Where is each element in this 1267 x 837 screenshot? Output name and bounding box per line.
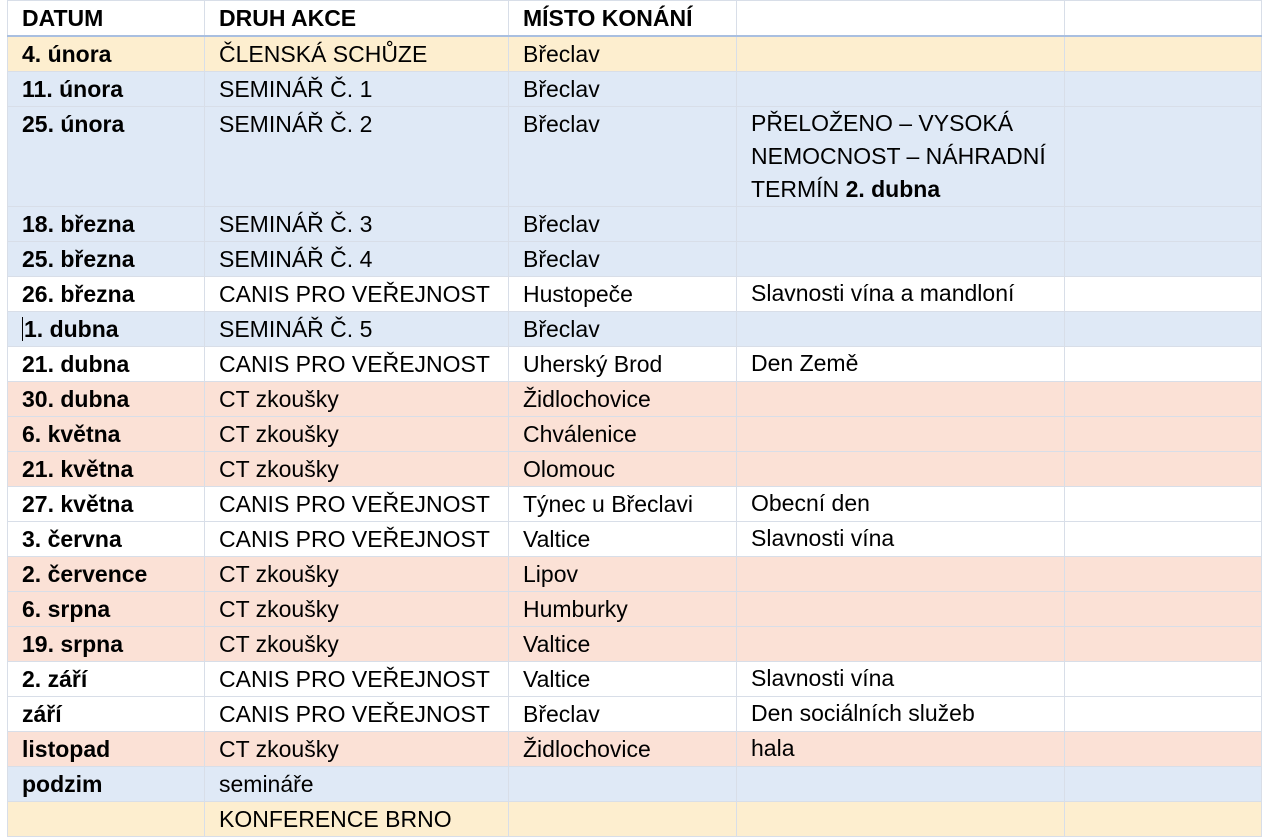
date-cell-text: 1. dubna (24, 316, 119, 342)
location-cell[interactable] (509, 592, 737, 627)
note-cell[interactable] (737, 767, 1065, 802)
extra-cell[interactable] (1065, 207, 1262, 242)
table-row (8, 452, 1262, 487)
header-date: DATUM (8, 1, 205, 37)
date-cell-text: 19. srpna (22, 631, 123, 657)
date-cell[interactable] (8, 802, 205, 837)
event-type-cell-text: CT zkoušky (219, 596, 339, 622)
date-cell[interactable] (8, 522, 205, 557)
table-row (8, 697, 1262, 732)
location-cell-text: Břeclav (523, 76, 600, 102)
date-cell-text: 4. února (22, 41, 112, 67)
table-row (8, 347, 1262, 382)
note-cell[interactable] (737, 242, 1065, 277)
event-type-cell[interactable] (205, 557, 509, 592)
date-cell[interactable] (8, 592, 205, 627)
note-cell-text: hala (751, 735, 795, 761)
date-cell-text: listopad (22, 736, 111, 762)
location-cell[interactable] (509, 452, 737, 487)
date-cell[interactable] (8, 557, 205, 592)
event-type-cell-text: CT zkoušky (219, 421, 339, 447)
location-cell-text: Chválenice (523, 421, 637, 447)
date-cell-text: 26. března (22, 281, 135, 307)
date-cell[interactable] (8, 207, 205, 242)
note-cell[interactable] (737, 627, 1065, 662)
note-cell[interactable] (737, 36, 1065, 72)
event-type-cell[interactable] (205, 207, 509, 242)
event-type-cell[interactable] (205, 242, 509, 277)
event-type-cell[interactable] (205, 662, 509, 697)
location-cell-text: Uherský Brod (523, 351, 663, 377)
location-cell-text: Hustopeče (523, 281, 633, 307)
extra-cell[interactable] (1065, 107, 1262, 207)
location-cell[interactable] (509, 242, 737, 277)
note-cell[interactable] (737, 382, 1065, 417)
event-type-cell-text: ČLENSKÁ SCHŮZE (219, 41, 428, 67)
table-row (8, 382, 1262, 417)
note-cell-text: Slavnosti vína (751, 665, 895, 691)
date-cell-text: 21. dubna (22, 351, 130, 377)
extra-cell[interactable] (1065, 382, 1262, 417)
date-cell[interactable] (8, 312, 205, 347)
location-cell-text: Valtice (523, 666, 591, 692)
location-cell[interactable] (509, 382, 737, 417)
note-cell[interactable] (737, 107, 1065, 207)
extra-cell[interactable] (1065, 242, 1262, 277)
extra-cell[interactable] (1065, 452, 1262, 487)
note-cell-text: Obecní den (751, 490, 870, 516)
event-type-cell[interactable] (205, 522, 509, 557)
location-cell-text: Humburky (523, 596, 628, 622)
schedule-table (7, 0, 1262, 837)
event-type-cell-text: CANIS PRO VEŘEJNOST (219, 701, 490, 727)
table-row (8, 627, 1262, 662)
date-cell[interactable] (8, 662, 205, 697)
event-type-cell-text: CT zkoušky (219, 386, 339, 412)
text-cursor (22, 317, 23, 341)
date-cell-text: 18. března (22, 211, 135, 237)
event-type-cell[interactable] (205, 802, 509, 837)
note-cell[interactable] (737, 72, 1065, 107)
table-row (8, 487, 1262, 522)
note-bold-text: 2. dubna (845, 176, 941, 202)
note-cell[interactable] (737, 557, 1065, 592)
event-type-cell[interactable] (205, 72, 509, 107)
extra-cell[interactable] (1065, 312, 1262, 347)
table-row (8, 242, 1262, 277)
table-row (8, 277, 1262, 312)
date-cell-text: 3. června (22, 526, 122, 552)
table-row (8, 732, 1262, 767)
table-row (8, 557, 1262, 592)
event-type-cell-text: CANIS PRO VEŘEJNOST (219, 526, 490, 552)
date-cell-text: září (22, 701, 62, 727)
extra-cell[interactable] (1065, 732, 1262, 767)
location-cell-text: Břeclav (523, 41, 600, 67)
note-cell[interactable] (737, 207, 1065, 242)
location-cell[interactable] (509, 72, 737, 107)
date-cell-text: 2. července (22, 561, 148, 587)
event-type-cell-text: SEMINÁŘ Č. 4 (219, 246, 373, 272)
table-row (8, 802, 1262, 837)
date-cell-text: 6. května (22, 421, 121, 447)
header-event-type: DRUH AKCE (205, 1, 509, 37)
note-cell[interactable] (737, 662, 1065, 697)
extra-cell[interactable] (1065, 802, 1262, 837)
note-cell-text: PŘELOŽENO – VYSOKÁ NEMOCNOST – NÁHRADNÍ TERMÍN (751, 110, 1046, 202)
location-cell[interactable] (509, 697, 737, 732)
date-cell[interactable] (8, 277, 205, 312)
event-type-cell-text: CANIS PRO VEŘEJNOST (219, 666, 490, 692)
event-type-cell-text: CANIS PRO VEŘEJNOST (219, 491, 490, 517)
event-type-cell[interactable] (205, 347, 509, 382)
event-type-cell-text: CT zkoušky (219, 736, 339, 762)
note-cell[interactable] (737, 522, 1065, 557)
extra-cell[interactable] (1065, 697, 1262, 732)
extra-cell[interactable] (1065, 417, 1262, 452)
note-cell[interactable] (737, 592, 1065, 627)
event-type-cell[interactable] (205, 312, 509, 347)
date-cell[interactable] (8, 627, 205, 662)
location-cell-text: Valtice (523, 526, 591, 552)
location-cell[interactable] (509, 277, 737, 312)
note-cell-text: Slavnosti vína (751, 525, 895, 551)
event-type-cell-text: SEMINÁŘ Č. 5 (219, 316, 373, 342)
event-type-cell-text: SEMINÁŘ Č. 2 (219, 111, 373, 137)
header-location: MÍSTO KONÁNÍ (509, 1, 737, 37)
note-cell[interactable] (737, 277, 1065, 312)
note-cell-text: Den Země (751, 350, 859, 376)
date-cell-text: 25. března (22, 246, 135, 272)
note-cell[interactable] (737, 312, 1065, 347)
header-note (737, 1, 1065, 37)
extra-cell[interactable] (1065, 627, 1262, 662)
extra-cell[interactable] (1065, 347, 1262, 382)
event-type-cell-text: SEMINÁŘ Č. 1 (219, 76, 373, 102)
date-cell-text: 25. února (22, 111, 125, 137)
event-type-cell-text: SEMINÁŘ Č. 3 (219, 211, 373, 237)
note-cell[interactable] (737, 697, 1065, 732)
event-type-cell[interactable] (205, 36, 509, 72)
date-cell-text: 27. května (22, 491, 134, 517)
extra-cell[interactable] (1065, 522, 1262, 557)
location-cell-text: Břeclav (523, 111, 600, 137)
table-row (8, 36, 1262, 72)
event-type-cell[interactable] (205, 487, 509, 522)
date-cell[interactable] (8, 417, 205, 452)
event-type-cell-text: CT zkoušky (219, 456, 339, 482)
date-cell[interactable] (8, 697, 205, 732)
table-row (8, 207, 1262, 242)
date-cell-text: 21. května (22, 456, 134, 482)
event-type-cell-text: CT zkoušky (219, 631, 339, 657)
table-row (8, 72, 1262, 107)
date-cell[interactable] (8, 107, 205, 207)
table-row (8, 107, 1262, 207)
note-cell[interactable] (737, 732, 1065, 767)
event-type-cell-text: semináře (219, 771, 314, 797)
date-cell-text: 2. září (22, 666, 88, 692)
date-cell-text: 11. února (22, 76, 123, 102)
event-type-cell[interactable] (205, 767, 509, 802)
note-cell[interactable] (737, 487, 1065, 522)
location-cell[interactable] (509, 347, 737, 382)
location-cell-text: Břeclav (523, 211, 600, 237)
extra-cell[interactable] (1065, 72, 1262, 107)
table-row (8, 417, 1262, 452)
location-cell-text: Valtice (523, 631, 591, 657)
location-cell[interactable] (509, 767, 737, 802)
table-row (8, 662, 1262, 697)
date-cell[interactable] (8, 347, 205, 382)
location-cell-text: Olomouc (523, 456, 616, 482)
date-cell[interactable] (8, 452, 205, 487)
extra-cell[interactable] (1065, 277, 1262, 312)
note-cell[interactable] (737, 802, 1065, 837)
date-cell[interactable] (8, 72, 205, 107)
date-cell-text: 6. srpna (22, 596, 111, 622)
event-type-cell-text: CT zkoušky (219, 561, 339, 587)
event-type-cell[interactable] (205, 277, 509, 312)
location-cell[interactable] (509, 487, 737, 522)
location-cell[interactable] (509, 417, 737, 452)
extra-cell[interactable] (1065, 487, 1262, 522)
location-cell[interactable] (509, 312, 737, 347)
location-cell-text: Židlochovice (523, 386, 651, 412)
location-cell[interactable] (509, 207, 737, 242)
table-row (8, 522, 1262, 557)
event-type-cell[interactable] (205, 697, 509, 732)
extra-cell[interactable] (1065, 557, 1262, 592)
location-cell[interactable] (509, 107, 737, 207)
note-cell-text: Slavnosti vína a mandloní (751, 280, 1015, 306)
location-cell[interactable] (509, 627, 737, 662)
location-cell-text: Břeclav (523, 316, 600, 342)
event-type-cell-text: KONFERENCE BRNO (219, 806, 452, 832)
event-type-cell[interactable] (205, 382, 509, 417)
date-cell[interactable] (8, 382, 205, 417)
location-cell[interactable] (509, 732, 737, 767)
extra-cell[interactable] (1065, 36, 1262, 72)
event-type-cell[interactable] (205, 107, 509, 207)
date-cell[interactable] (8, 487, 205, 522)
date-cell-text: 30. dubna (22, 386, 130, 412)
extra-cell[interactable] (1065, 592, 1262, 627)
location-cell-text: Týnec u Břeclavi (523, 491, 694, 517)
event-type-cell[interactable] (205, 452, 509, 487)
note-cell-text: Den sociálních služeb (751, 700, 975, 726)
location-cell-text: Břeclav (523, 701, 600, 727)
date-cell[interactable] (8, 242, 205, 277)
location-cell-text: Lipov (523, 561, 578, 587)
table-row (8, 312, 1262, 347)
location-cell[interactable] (509, 522, 737, 557)
date-cell[interactable] (8, 767, 205, 802)
event-type-cell-text: CANIS PRO VEŘEJNOST (219, 281, 490, 307)
location-cell[interactable] (509, 557, 737, 592)
note-cell[interactable] (737, 417, 1065, 452)
event-type-cell-text: CANIS PRO VEŘEJNOST (219, 351, 490, 377)
extra-cell[interactable] (1065, 767, 1262, 802)
event-type-cell[interactable] (205, 627, 509, 662)
date-cell-text: podzim (22, 771, 103, 797)
date-cell[interactable] (8, 36, 205, 72)
location-cell[interactable] (509, 662, 737, 697)
location-cell-text: Židlochovice (523, 736, 651, 762)
location-cell[interactable] (509, 36, 737, 72)
date-cell[interactable] (8, 732, 205, 767)
location-cell[interactable] (509, 802, 737, 837)
header-extra (1065, 1, 1262, 37)
note-cell[interactable] (737, 452, 1065, 487)
extra-cell[interactable] (1065, 662, 1262, 697)
header-row (8, 1, 1262, 37)
table-row (8, 592, 1262, 627)
note-cell[interactable] (737, 347, 1065, 382)
table-row (8, 767, 1262, 802)
event-type-cell[interactable] (205, 592, 509, 627)
event-type-cell[interactable] (205, 732, 509, 767)
location-cell-text: Břeclav (523, 246, 600, 272)
event-type-cell[interactable] (205, 417, 509, 452)
